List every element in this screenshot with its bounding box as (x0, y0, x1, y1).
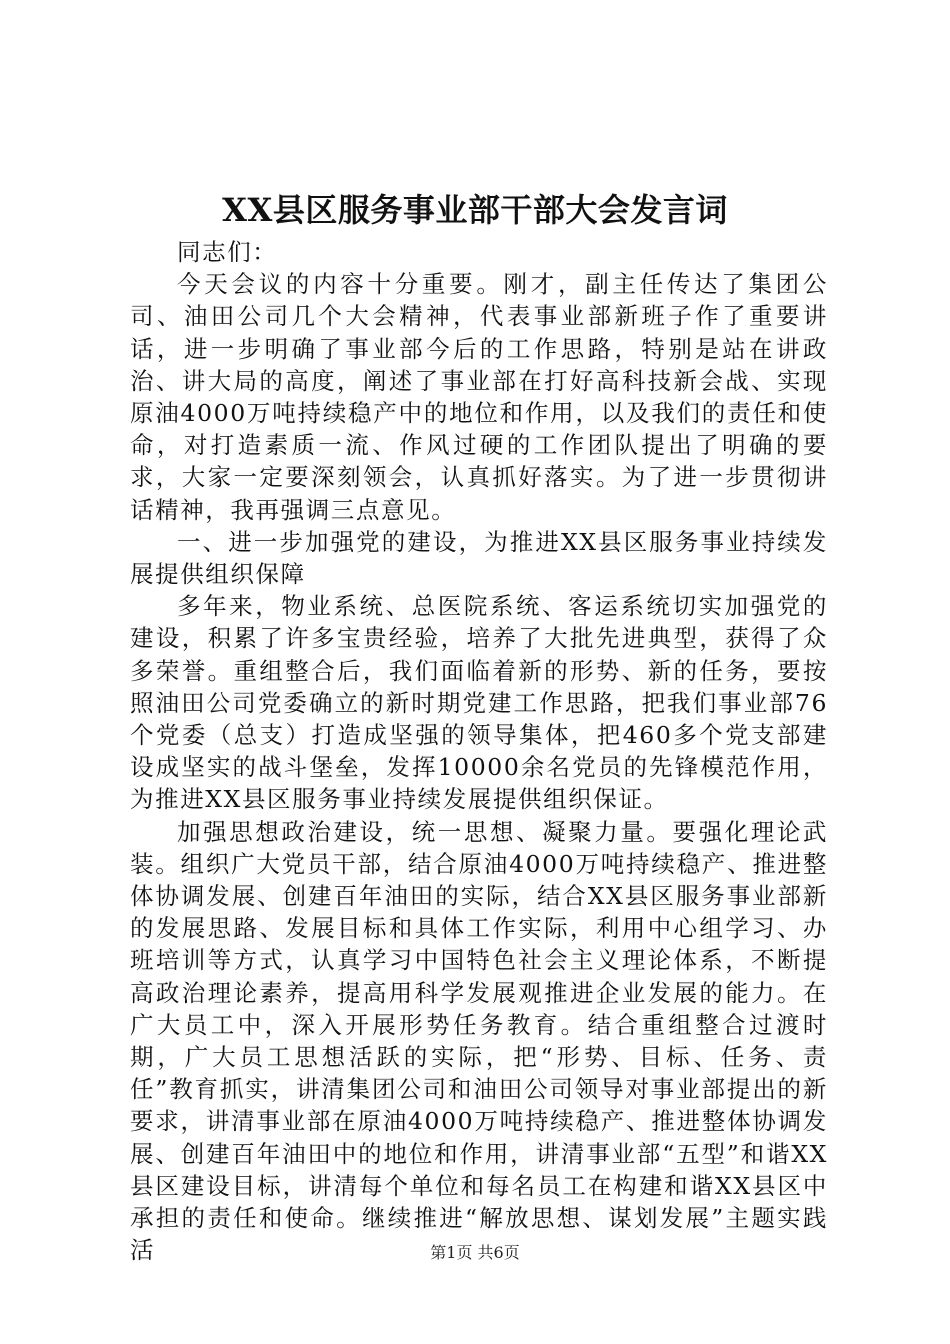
document-title: XX县区服务事业部干部大会发言词 (222, 191, 728, 229)
document-body (130, 236, 828, 1267)
page-number-footer: 第1页 共6页 (430, 1243, 520, 1262)
section-heading: 一、进一步加强党的建设，为推进XX县区服务事业持续发展提供组织保障 (130, 527, 828, 589)
body-paragraph: 今天会议的内容十分重要。刚才，副主任传达了集团公司、油田公司几个大会精神，代表事业部新班子作了重要讲话，进一步明确了事业部今后的工作思路，特别是站在讲政治、讲大局的高度，阐述了事业部在打好高科技新会战、实现原油4000万吨持续稳产中的地位和作用，以及我们的责任和使命，对打造素质一流、作风过硬的工作团队提出了明确的要求，大家一定要深刻领会，认真抓好落实。为了进一步贯彻讲话精神，我再强调三点意见。 (130, 270, 828, 524)
body-paragraph: 加强思想政治建设，统一思想、凝聚力量。要强化理论武装。组织广大党员干部，结合原油4000万吨持续稳产、推进整体协调发展、创建百年油田的实际，结合XX县区服务事业部新的发展思路、发展目标和具体工作实际，利用中心组学习、办班培训等方式，认真学习中国特色社会主义理论体系，不断提高政治理论素养，提高用科学发展观推进企业发展的能力。在广大员工中，深入开展形势任务教育。结合重组整合过渡时期，广大员工思想活跃的实际，把“形势、目标、任务、责任”教育抓实，讲清集团公司和油田公司领导对事业部提出的新要求，讲清事业部在原油4000万吨持续稳产、推进整体协调发展、创建百年油田中的地位和作用，讲清事业部“五型”和谐XX县区建设目标，讲清每个单位和每名员工在构建和谐XX县区中承担的责任和使命。继续推进“解放思想、谋划发展”主题实践活 (130, 817, 828, 1265)
body-paragraph: 多年来，物业系统、总医院系统、客运系统切实加强党的建设，积累了许多宝贵经验，培养了大批先进典型，获得了众多荣誉。重组整合后，我们面临着新的形势、新的任务，要按照油田公司党委确立的新时期党建工作思路，把我们事业部76个党委（总支）打造成坚强的领导集体，把460多个党支部建设成坚实的战斗堡垒，发挥10000余名党员的先锋模范作用，为推进XX县区服务事业持续发展提供组织保证。 (130, 592, 828, 814)
salutation-paragraph: 同志们： (177, 238, 278, 266)
